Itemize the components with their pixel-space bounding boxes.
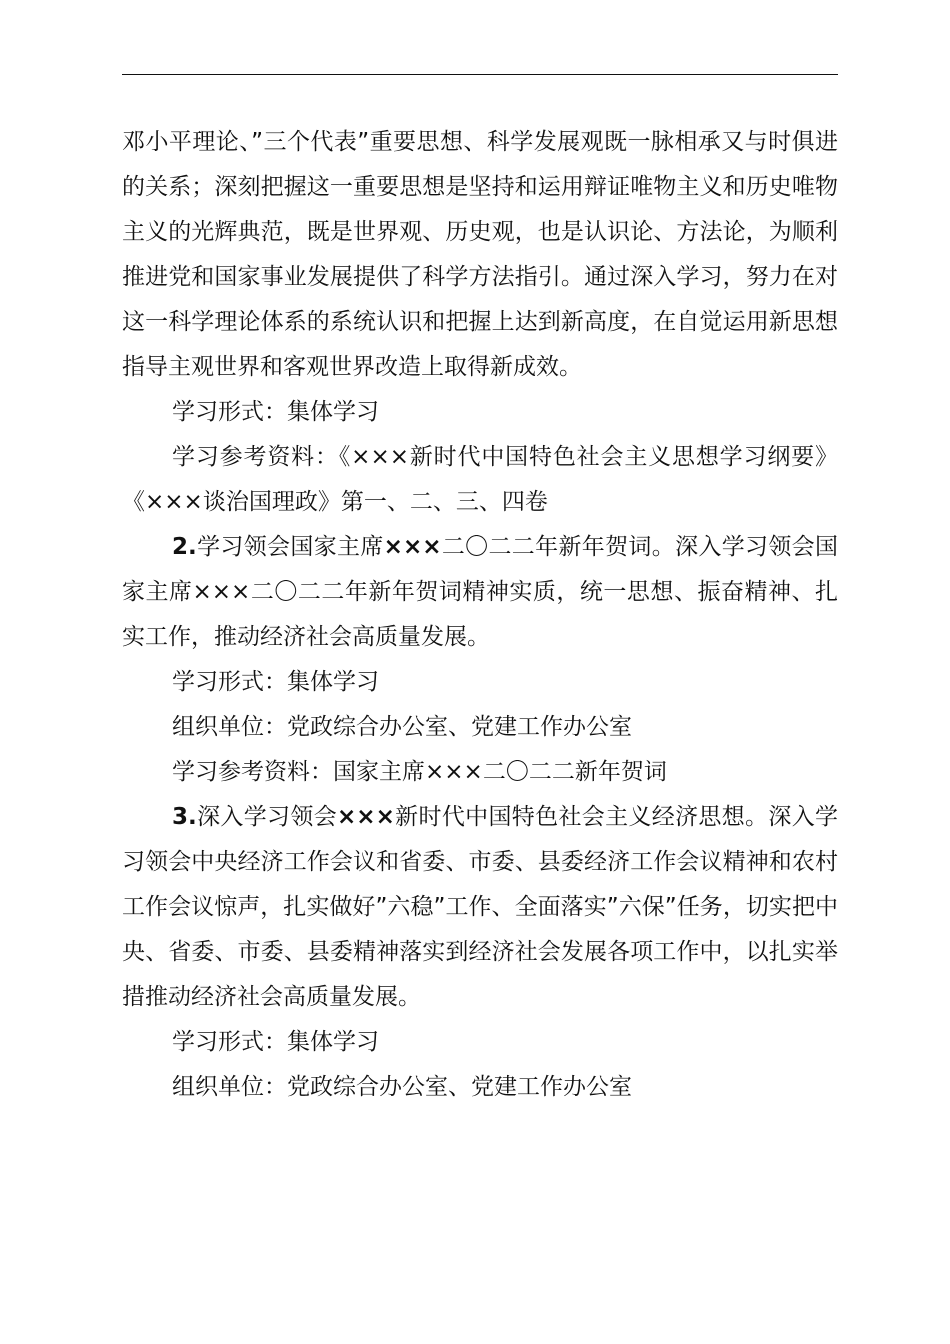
header-rule — [122, 74, 838, 75]
item-3-paragraph — [122, 795, 838, 1020]
study-format-line: 学习形式：集体学习 — [172, 1029, 379, 1055]
study-format-line: 学习形式：集体学习 — [172, 399, 379, 425]
item-2-paragraph — [122, 525, 838, 660]
study-reference-line: 学习参考资料：《×××新时代中国特色社会主义思想学习纲要》《×××谈治国理政》第一、二、三、四卷 — [122, 444, 838, 515]
organizer-line: 组织单位：党政综合办公室、党建工作办公室 — [172, 1074, 632, 1100]
bold-placeholder-mark: ××× — [337, 804, 395, 830]
paragraph-theory-relations: 邓小平理论、”三个代表”重要思想、科学发展观既一脉相承又与时俱进的关系；深刻把握这一重要思想是坚持和运用辩证唯物主义和历史唯物主义的光辉典范，既是世界观、历史观，也是认识论、方法论，为顺利推进党和国家事业发展提供了科学方法指引。通过深入学习，努力在对这一科学理论体系的系统认识和把握上达到新高度，在自觉运用新思想指导主观世界和客观世界改造上取得新成效。 — [122, 129, 838, 380]
item-number: 2. — [172, 534, 197, 560]
item-rest-text: 新时代中国特色社会主义经济思想。深入学习领会中央经济工作会议和省委、市委、县委经济工作会议精神和农村工作会议惊声，扎实做好”六稳”工作、全面落实”六保”任务，切实把中央、省委、市委、县委精神落实到经济社会发展各项工作中，以扎实举措推动经济社会高质量发展。 — [122, 804, 839, 1010]
organizer-line: 组织单位：党政综合办公室、党建工作办公室 — [172, 714, 632, 740]
item-lead-text: 学习领会国家主席 — [196, 534, 384, 560]
study-reference-line: 学习参考资料：国家主席×××二〇二二新年贺词 — [172, 759, 667, 785]
item-lead-text: 深入学习领会 — [196, 804, 338, 830]
document-body — [122, 120, 838, 1110]
study-format-line: 学习形式：集体学习 — [172, 669, 379, 695]
bold-placeholder-mark: ××× — [383, 534, 442, 560]
item-rest-text: 二〇二二年新年贺词。深入学习领会国家主席×××二〇二二年新年贺词精神实质，统一思想、振奋精神、扎实工作，推动经济社会高质量发展。 — [122, 534, 839, 650]
item-number: 3. — [172, 804, 197, 830]
